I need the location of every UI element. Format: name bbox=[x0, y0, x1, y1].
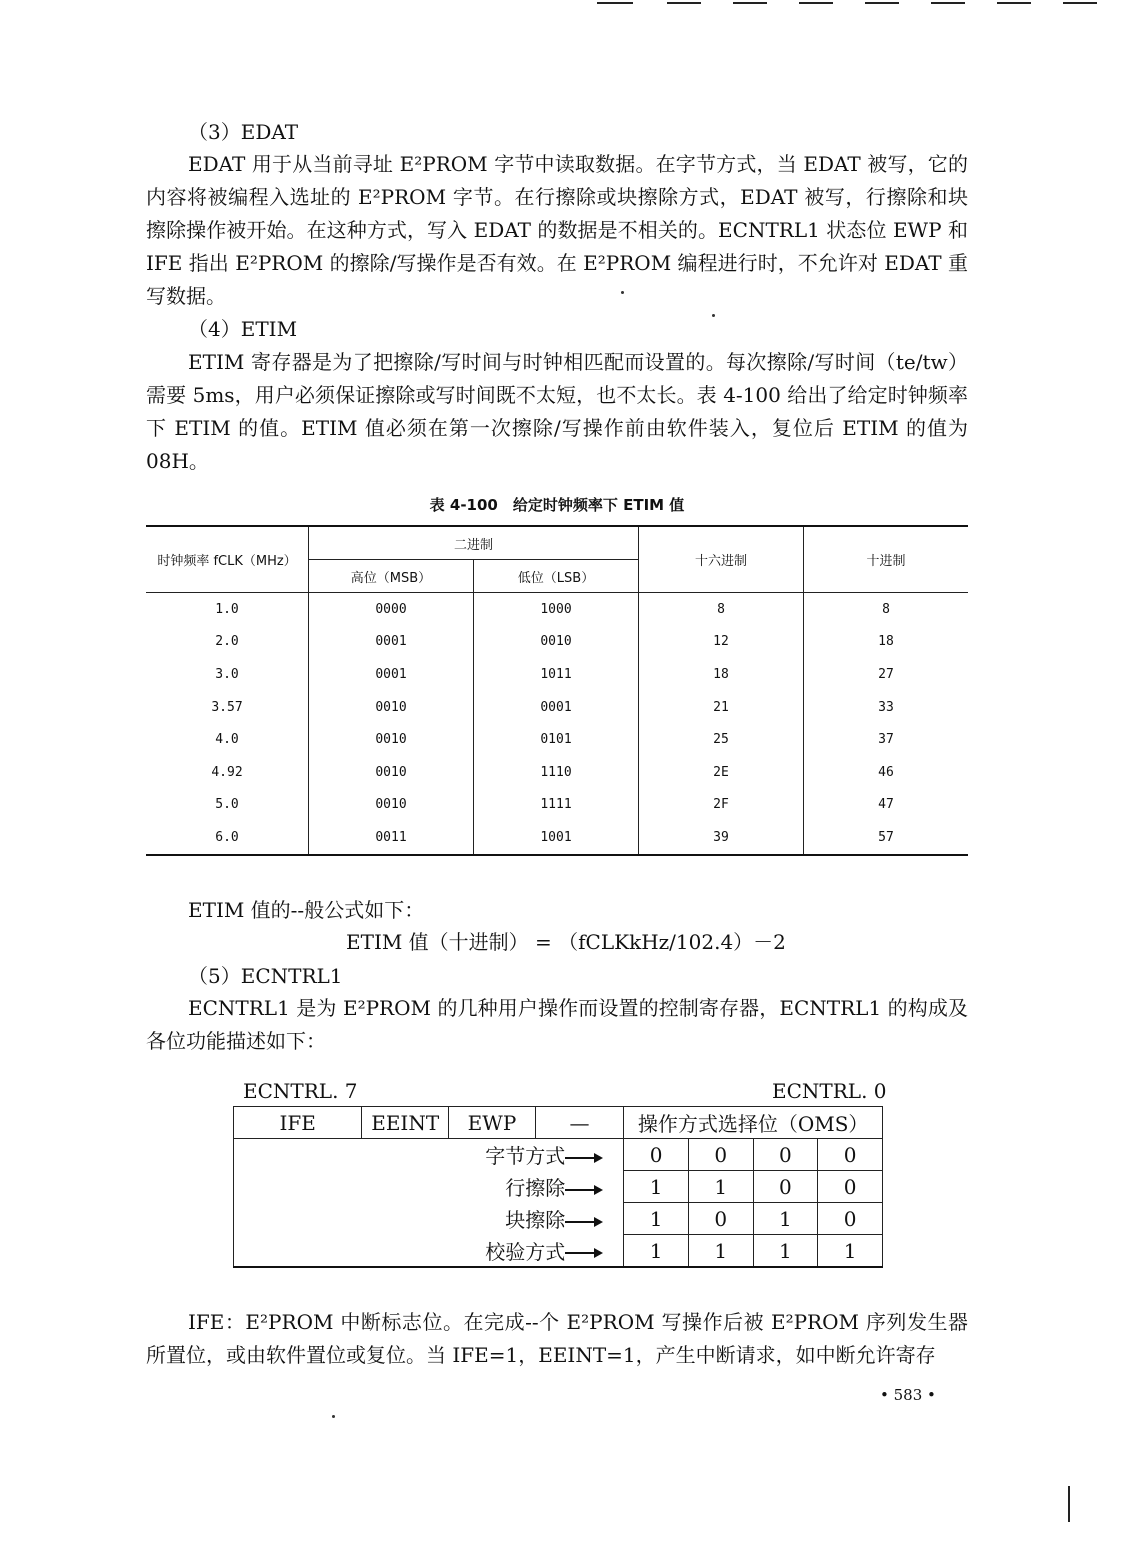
edat-paragraph: EDAT 用于从当前寻址 E²PROM 字节中读取数据。在字节方式，当 EDAT 被写，它的内容将被编程入选址的 E²PROM 字节。在行擦除或块擦除方式，EDAT 被写，行擦除和块擦除操作被开始。在这种方式，写入 EDAT 的数据是不相关的。ECNTRL1 状态位 EWP 和 IFE 指出 E²PROM 的擦除/写操作是否有效。在 E²PROM 编程进行时，不允许对 EDAT 重写数据。 bbox=[146, 152, 968, 308]
col-binary-header: 二进制 bbox=[309, 526, 639, 560]
scan-speck bbox=[712, 314, 715, 317]
mode-row: 字节方式 0 0 0 0 bbox=[234, 1139, 883, 1171]
col-dec-header: 十进制 bbox=[804, 526, 969, 593]
ecntrl-heading: （5）ECNTRL1 bbox=[188, 964, 343, 988]
table-row: 1.0 0000 1000 8 8 bbox=[146, 593, 968, 626]
arrow-right-icon bbox=[565, 1217, 603, 1227]
table-caption: 表 4-100 给定时钟频率下 ETIM 值 bbox=[429, 496, 685, 514]
arrow-right-icon bbox=[565, 1153, 603, 1163]
table-row: 2.0 0001 0010 12 18 bbox=[146, 626, 968, 659]
scan-edge-mark bbox=[1068, 1486, 1070, 1522]
col-hex-header: 十六进制 bbox=[639, 526, 804, 593]
col-lsb-header: 低位（LSB） bbox=[474, 560, 639, 593]
etim-table bbox=[146, 525, 968, 856]
arrow-right-icon bbox=[565, 1248, 603, 1258]
etim-heading: （4）ETIM bbox=[188, 317, 298, 341]
table-row: 4.92 0010 1110 2E 46 bbox=[146, 756, 968, 789]
mode-name: 校验方式 bbox=[485, 1239, 566, 1264]
col-msb-header: 高位（MSB） bbox=[309, 560, 474, 593]
mode-name: 字节方式 bbox=[485, 1144, 566, 1169]
col-freq-header: 时钟频率 fCLK（MHz） bbox=[146, 526, 309, 593]
page-number: • 583 • bbox=[880, 1386, 936, 1404]
scan-speck bbox=[332, 1415, 335, 1418]
edat-heading: （3）EDAT bbox=[188, 120, 299, 144]
etim-formula: ETIM 值（十进制） = （fCLKkHz/102.4）－2 bbox=[346, 930, 786, 954]
ecntrl-paragraph: ECNTRL1 是为 E²PROM 的几种用户操作而设置的控制寄存器，ECNTRL1 的构成及各位功能描述如下： bbox=[146, 996, 968, 1053]
top-edge-marks bbox=[597, 2, 1097, 12]
ecntrl-register-table bbox=[233, 1106, 883, 1268]
bit-eeint: EEINT bbox=[362, 1107, 449, 1139]
table-row: 4.0 0010 0101 25 37 bbox=[146, 723, 968, 756]
ife-paragraph: IFE：E²PROM 中断标志位。在完成--个 E²PROM 写操作后被 E²PROM 序列发生器所置位，或由软件置位或复位。当 IFE=1，EEINT=1，产生中断请求，如中断允许寄存 bbox=[146, 1310, 968, 1367]
table-row: 3.0 0001 1011 18 27 bbox=[146, 658, 968, 691]
etim-paragraph: ETIM 寄存器是为了把擦除/写时间与时钟相匹配而设置的。每次擦除/写时间（te/tw）需要 5ms，用户必须保证擦除或写时间既不太短，也不太长。表 4-100 给出了给定时钟频率下 ETIM 的值。ETIM 值必须在第一次擦除/写操作前由软件装入，复位后 ETIM 的值为 08H。 bbox=[146, 350, 968, 473]
bit-ewp: EWP bbox=[449, 1107, 536, 1139]
arrow-right-icon bbox=[565, 1185, 603, 1195]
mode-name: 块擦除 bbox=[505, 1208, 566, 1232]
scan-speck bbox=[621, 291, 624, 294]
table-row: 5.0 0010 1111 2F 47 bbox=[146, 789, 968, 822]
table-row: 3.57 0010 0001 21 33 bbox=[146, 691, 968, 724]
oms-header: 操作方式选择位（OMS） bbox=[624, 1107, 883, 1139]
mode-row: 行擦除 1 1 0 0 bbox=[234, 1171, 883, 1203]
mode-row: 块擦除 1 0 1 0 bbox=[234, 1203, 883, 1235]
formula-intro: ETIM 值的--般公式如下： bbox=[188, 898, 425, 922]
bit-ife: IFE bbox=[234, 1107, 362, 1139]
register-msb-label: ECNTRL. 7 bbox=[243, 1079, 358, 1103]
mode-row: 校验方式 1 1 1 1 bbox=[234, 1235, 883, 1268]
mode-name: 行擦除 bbox=[505, 1176, 566, 1200]
bit-reserved: — bbox=[535, 1107, 623, 1139]
register-lsb-label: ECNTRL. 0 bbox=[772, 1079, 887, 1103]
table-row: 6.0 0011 1001 39 57 bbox=[146, 821, 968, 855]
